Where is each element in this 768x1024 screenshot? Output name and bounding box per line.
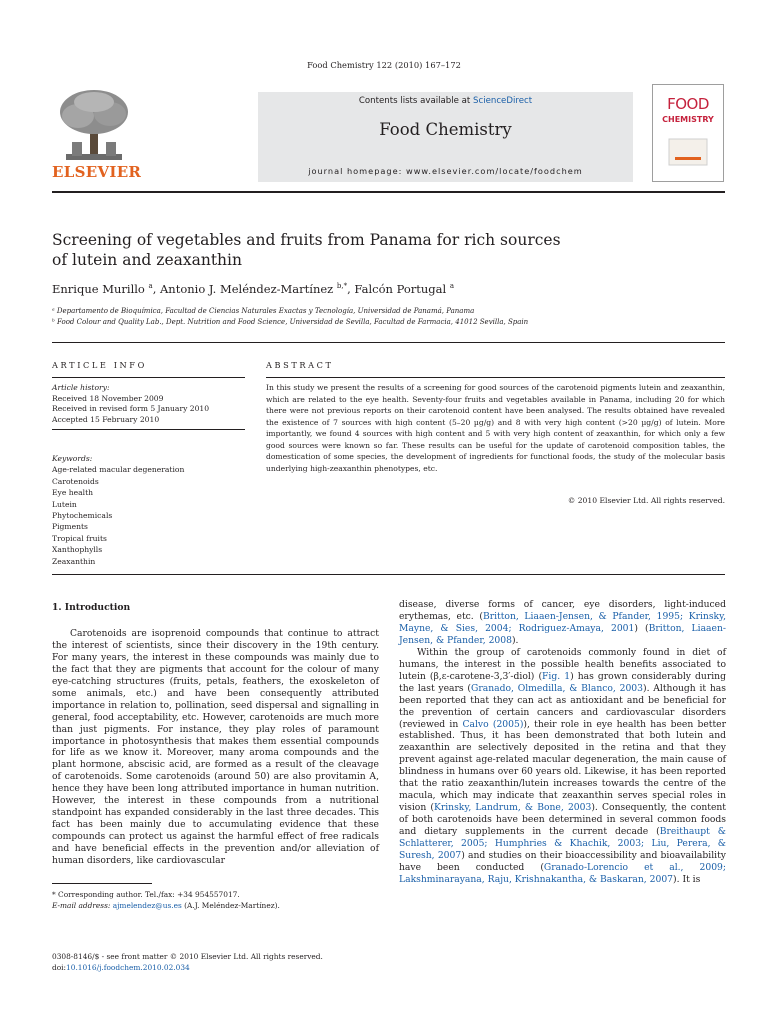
author-list: Enrique Murillo $^a$, Antonio J. Meléndez-Martínez $^{b,*}$, Falcón Portugal $^a$ [52,282,455,296]
journal-citation: Food Chemistry 122 (2010) 167–172 [307,60,461,70]
keyword-item: Age-related macular degeneration [52,465,185,475]
affiliation-a: ᵃ Departamento de Bioquímica, Facultad de Ciencias Naturales Exactas y Tecnología, Universidad de Panamá, Panama [52,307,475,315]
body-text: ). It is [673,873,701,885]
body-text: ) ( [634,622,649,634]
section-rule [52,342,725,343]
email-owner: (A.J. Meléndez-Martínez). [181,900,280,910]
history-label: Article history: [52,383,110,392]
article-title-line-1: Screening of vegetables and fruits from Panama for rich sources [52,231,561,249]
body-text: ). Although it has been reported that they can act as antioxidant and be beneficial for the prevention of certain cancers and cardiovascular disorders (reviewed in [399,682,726,730]
abstract-rule [266,377,725,378]
body-column-right [399,599,726,886]
body-paragraph [399,647,726,886]
article-title [52,230,612,270]
contents-available-line [258,96,633,106]
corresponding-author-line: * Corresponding author. Tel./fax: +34 954557017. [52,890,240,899]
keyword-item: Tropical fruits [52,533,107,543]
affiliation-b: ᵇ Food Colour and Quality Lab., Dept. Nutrition and Food Science, Universidad de Sevilla, Facultad de Farmacia, 41012 Sevilla, Spain [52,317,529,326]
journal-homepage-link[interactable]: journal homepage: www.elsevier.com/locate/foodchem [308,166,583,176]
keyword-item: Phytochemicals [52,511,113,521]
keyword-item: Carotenoids [52,476,99,486]
publisher-logo-text: ELSEVIER [52,163,142,181]
history-item: Accepted 15 February 2010 [52,414,160,424]
keyword-item: Zeaxanthin [52,556,96,566]
keywords-label: Keywords: [52,454,93,463]
article-history [52,383,209,425]
email-line [52,901,280,912]
article-info-rule [52,377,245,378]
header-rule [52,191,725,193]
body-text: ) and studies on their bioaccessibility and bioavailability have been conducted ( [399,850,726,873]
keyword-item: Lutein [52,499,77,509]
body-text: ). [511,634,519,646]
email-label: E-mail address: [52,900,111,910]
history-item: Received 18 November 2009 [52,393,164,403]
author-name: Falcón Portugal [354,282,447,296]
body-text: ), their role in eye health has been better established. Thus, it has been demonstrated that both lutein and zeaxanthin are selectively deposited in the retina and that they prevent against age-related macular degeneration, the main cause of blindness in humans over 60 years old. Likewise, it has been reported that the ratio zeaxanthin/lutein increases towards the centre of the macula, which may indicate that zeaxanthin serves special roles in vision ( [399,718,726,814]
author-name: Enrique Murillo [52,282,145,296]
affiliations [52,306,528,327]
abstract-copyright: © 2010 Elsevier Ltd. All rights reserved. [567,496,725,505]
journal-name: Food Chemistry [379,120,512,139]
reference-link[interactable]: Calvo (2005) [462,718,524,730]
keyword-item: Pigments [52,522,88,532]
keyword-item: Xanthophylls [52,545,103,555]
history-item: Received in revised form 5 January 2010 [52,404,210,413]
keyword-item: Eye health [52,488,94,498]
issn-doi-block [52,952,323,973]
cover-subtitle: CHEMISTRY [662,115,714,124]
reference-link[interactable]: Breithaupt & Schlatterer, 2005; Humphries & Khachik, 2003; Liu, Perera, & Suresh, 2007 [399,826,726,862]
corresponding-author-footnote [52,890,280,911]
keywords-list [52,453,184,567]
author-affiliation-mark[interactable]: b,* [336,282,348,291]
body-column-left [52,602,379,867]
footnote-rule [52,883,152,884]
article-info-heading: ARTICLE INFO [52,360,147,370]
body-paragraph: Carotenoids are isoprenoid compounds that continue to attract the interest of scientists, since their discovery in the 19th century. For many years, the interest in these compounds was mainly due to the fact that they are pigments that account for the colour of many eye-catching structures (fruits, petals, feathers, the exoskeleton of some animals, etc.) and have been consequently attributed importance in relation to, pollination, seed dispersal and signalling in general, food acceptability, etc. However, carotenoids are much more than just pigments. For instance, they play roles of paramount importance in photosynthesis that makes them essential compounds for life as we know it. Moreover, many aroma compounds and the plant hormone, abscisic acid, are formed as a result of the cleavage of carotenoids. Some carotenoids (around 50) are also provitamin A, hence they have been long attributed importance in human nutrition. However, the interest in these compounds from a nutritional standpoint has expanded considerably in the last three decades. This fact has been mainly due to accumulating evidence that these compounds can protect us against the harmful effect of free radicals and have beneficial effects in the prevention and/or alleviation of human disorders, like cardiovascular [52,627,379,867]
sciencedirect-link[interactable]: ScienceDirect [473,96,533,106]
reference-link[interactable]: Krinsky, Landrum, & Bone, 2003 [433,802,592,814]
body-rule [52,574,725,575]
abstract-heading: ABSTRACT [266,360,334,370]
contents-prefix: Contents lists available at [358,96,474,106]
author-affiliation-mark: a [148,282,153,291]
issn-line: 0308-8146/$ - see front matter © 2010 Elsevier Ltd. All rights reserved. [52,952,323,961]
body-text: disease, diverse forms of cancer, eye disorders, light-induced erythemas, etc. ( [399,599,726,622]
body-text: ) has grown considerably during the last years ( [399,670,726,694]
author-affiliation-mark: a [449,282,455,291]
reference-link[interactable]: Granado, Olmedilla, & Blanco, 2003 [471,682,643,694]
article-info-rule [52,429,245,430]
article-title-line-2: of lutein and zeaxanthin [52,251,242,269]
doi-label: doi: [52,962,67,972]
figure-link[interactable]: Fig. 1 [542,670,571,682]
body-paragraph [399,599,726,647]
reference-link[interactable]: Britton, Liaaen-Jensen, & Pfander, 2008 [399,622,726,646]
reference-link[interactable]: Britton, Liaaen-Jensen, & Pfander, 1995; Krinsky, Mayne, & Sies, 2004; Rodriguez-Amaya, 2001 [399,610,726,634]
author-name: Antonio J. Meléndez-Martínez [160,282,334,296]
doi-link[interactable]: 10.1016/j.foodchem.2010.02.034 [66,962,190,972]
abstract-text: In this study we present the results of a screening for good sources of the carotenoid pigments lutein and zeaxanthin, which are related to the eye health. Seventy-four fruits and vegetables available in Panama, including 20 for which there were not previous reports on their carotenoid content have been analysed. The results obtained have revealed the existence of 7 sources with high content (5–20 µg/g) and 8 with very high content (>20 µg/g) of lutein. More importantly, we found 4 sources with high content and 5 with very high content of zeaxanthin, for which only a few good sources were known so far. These results can be useful for the update of carotenoid composition tables, the domestication of some species, the development of ingredients for functional foods, the study of the molecular basis underlying high-zeaxanthin phenotypes, etc. [266,383,725,473]
section-heading-introduction: 1. Introduction [52,602,131,613]
reference-link[interactable]: Granado-Lorencio et al., 2009; Lakshminarayana, Raju, Krishnakantha, & Baskaran, 2007 [399,861,726,885]
doi-line [52,963,323,974]
body-text: ). Consequently, the content of both carotenoids have been determined in several common foods and dietary supplements in the current decade ( [399,802,726,838]
body-text: Within the group of carotenoids commonly found in diet of humans, the interest in the possible health benefits associated to lutein (β,ε-carotene-3,3′-diol) ( [399,646,726,682]
email-link[interactable]: ajmelendez@us.es [112,900,182,910]
cover-title: FOOD [667,95,709,113]
journal-cover-thumbnail [652,84,724,182]
